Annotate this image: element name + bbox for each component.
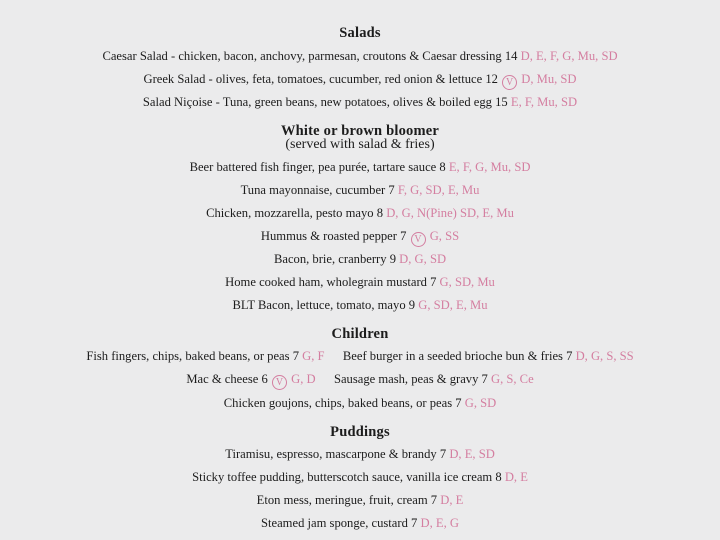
allergen-codes: G, SD, E, Mu (418, 298, 488, 312)
item-text: Mac & cheese 6 (186, 372, 268, 386)
allergen-codes: D, G, S, SS (575, 349, 634, 363)
allergen-codes: D, E, G (420, 516, 459, 530)
children-heading: Children (331, 326, 389, 342)
menu-item-sausage-mash (331, 372, 534, 386)
puddings-heading: Puddings (330, 424, 390, 440)
menu-item-ham (0, 275, 720, 290)
item-text: Tuna mayonnaise, cucumber 7 (240, 183, 395, 197)
vegetarian-icon: V (272, 375, 287, 390)
allergen-codes: G, S, Ce (490, 372, 534, 386)
menu-item-jam-sponge (0, 516, 720, 531)
vegetarian-icon: V (411, 232, 426, 247)
item-text: Chicken goujons, chips, baked beans, or peas 7 (223, 396, 462, 410)
allergen-codes: G, SS (429, 229, 460, 243)
menu-item-mac-cheese (186, 372, 318, 386)
menu-item-chicken-goujons (0, 396, 720, 411)
item-text: Tiramisu, espresso, mascarpone & brandy 7 (225, 447, 447, 461)
allergen-codes: G, SD, Mu (439, 275, 495, 289)
children-row-2 (0, 372, 720, 390)
menu-item-greek-salad (0, 72, 720, 90)
bloomer-subheading: (served with salad & fries) (285, 137, 435, 152)
item-text: Salad Niçoise - Tuna, green beans, new potatoes, olives & boiled egg 15 (142, 95, 508, 109)
salads-heading: Salads (339, 25, 381, 41)
allergen-codes: D, E, SD (449, 447, 495, 461)
menu-item-beef-burger (340, 349, 634, 363)
allergen-codes: G, D (291, 372, 316, 386)
vegetarian-icon: V (502, 75, 517, 90)
allergen-codes: D, E (504, 470, 528, 484)
menu-item-hummus (0, 229, 720, 247)
allergen-codes: E, F, G, Mu, SD (448, 160, 531, 174)
item-text: Eton mess, meringue, fruit, cream 7 (256, 493, 438, 507)
menu-item-fish-fingers (86, 349, 327, 363)
item-text: Chicken, mozzarella, pesto mayo 8 (206, 206, 384, 220)
item-text: Steamed jam sponge, custard 7 (261, 516, 418, 530)
item-text: Greek Salad - olives, feta, tomatoes, cucumber, red onion & lettuce 12 (143, 72, 498, 86)
children-row-1 (0, 349, 720, 364)
bloomer-heading: White or brown bloomer (280, 123, 440, 139)
allergen-codes: G, F (302, 349, 325, 363)
item-text: Bacon, brie, cranberry 9 (273, 252, 396, 266)
item-text: Sticky toffee pudding, butterscotch sauce, vanilla ice cream 8 (192, 470, 502, 484)
menu-item-sticky-toffee (0, 470, 720, 485)
allergen-codes: F, G, SD, E, Mu (397, 183, 480, 197)
menu-item-bacon-brie (0, 252, 720, 267)
allergen-codes: D, E, F, G, Mu, SD (520, 49, 618, 63)
item-text: Caesar Salad - chicken, bacon, anchovy, parmesan, croutons & Caesar dressing 14 (102, 49, 518, 63)
allergen-codes: D, E (440, 493, 464, 507)
allergen-codes: D, G, N(Pine) SD, E, Mu (386, 206, 514, 220)
item-text: Beef burger in a seeded brioche bun & fries 7 (342, 349, 573, 363)
item-text: Home cooked ham, wholegrain mustard 7 (225, 275, 437, 289)
menu-item-fish-finger (0, 160, 720, 175)
allergen-codes: D, G, SD (399, 252, 447, 266)
menu-item-salad-nicoise (0, 95, 720, 110)
item-text: Beer battered fish finger, pea purée, tartare sauce 8 (189, 160, 446, 174)
item-text: Sausage mash, peas & gravy 7 (333, 372, 488, 386)
menu-item-eton-mess (0, 493, 720, 508)
allergen-codes: E, F, Mu, SD (510, 95, 578, 109)
allergen-codes: D, Mu, SD (521, 72, 577, 86)
menu-item-chicken-mozzarella (0, 206, 720, 221)
menu-item-caesar-salad (0, 49, 720, 64)
allergen-codes: G, SD (464, 396, 497, 410)
menu-item-tuna-mayo (0, 183, 720, 198)
item-text: Hummus & roasted pepper 7 (260, 229, 407, 243)
menu-item-tiramisu (0, 447, 720, 462)
menu-item-blt (0, 298, 720, 313)
item-text: BLT Bacon, lettuce, tomato, mayo 9 (232, 298, 416, 312)
item-text: Fish fingers, chips, baked beans, or peas 7 (86, 349, 299, 363)
